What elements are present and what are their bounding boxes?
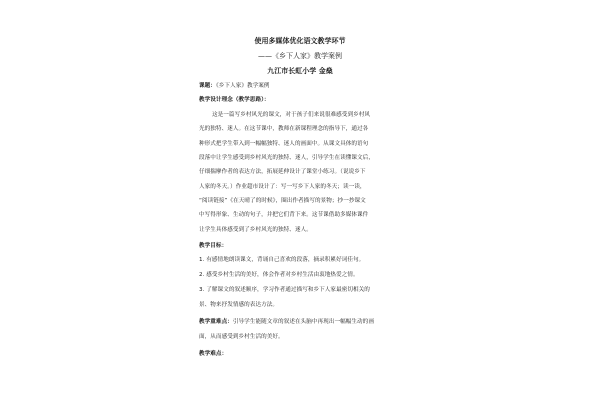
design-line: 中写得形象、生动的句子，并把它们背下来。这节课借助多媒体课件 bbox=[199, 212, 369, 218]
design-line: 段落中让学生感受到乡村风光的独特、迷人，引导学生在读懂课文后， bbox=[199, 155, 374, 161]
document-author: 九江市长虹小学 金燊 bbox=[267, 67, 333, 75]
design-line: 让学生具体感受到了乡村风光的独特、迷人。 bbox=[199, 227, 312, 233]
design-heading: 教学设计理念（教学思路）： bbox=[199, 97, 270, 103]
difficulty-heading: 教学难点： bbox=[199, 351, 228, 357]
focus-line-continued: 面，从而感受到乡村生活的美好。 bbox=[199, 334, 284, 340]
design-line: 光的独特、迷人。在这节课中，教师在新课程理念的指导下，通过各 bbox=[199, 126, 369, 132]
focus-label: 教学重难点： bbox=[199, 319, 233, 325]
topic-line bbox=[199, 82, 409, 90]
topic-value: 《乡下人家》教学案例 bbox=[215, 83, 270, 89]
design-line: 这是一篇写乡村风光的课文，对于孩子们来说很难感受到乡村风 bbox=[212, 112, 371, 118]
document-title: 使用多媒体优化语文教学环节 bbox=[254, 37, 346, 45]
goals-heading: 教学目标： bbox=[199, 243, 228, 249]
topic-label: 课题： bbox=[199, 83, 216, 89]
goal-item: 景、物来抒发情感的表达方法。 bbox=[199, 302, 279, 308]
design-line: 人家的冬天。）作业超市设计了：写一写乡下人家的冬天；读一读， bbox=[199, 184, 366, 190]
document-subtitle: ——《乡下人家》教学案例 bbox=[258, 52, 342, 60]
focus-line bbox=[199, 318, 409, 326]
goal-item: 3. 了解课文的叙述顺序，学习作者通过描写和乡下人家最密切相关的 bbox=[199, 287, 370, 293]
design-line: 仔细揣摩作者的表达方法，拓展延伸设计了课堂小练习。（说说乡下 bbox=[199, 169, 366, 175]
goal-item: 1. 有感情地朗读课文，背诵自己喜欢的段落，摘录积累好词佳句。 bbox=[199, 257, 365, 263]
focus-text: 引导学生能随文章的叙述在头脑中再现出一幅幅生动的画 bbox=[232, 319, 374, 325]
design-line: “阅读链接”《在天晴了的时候》，圈出作者描写的景物；抄一抄课文 bbox=[199, 198, 366, 204]
design-line: 种形式把学生带入到一幅幅独特、迷人的画面中。从课文具体的语句 bbox=[199, 141, 369, 147]
goal-item: 2. 感受乡村生活的美好，体会作者对乡村生活由衷地热爱之情。 bbox=[199, 272, 359, 278]
